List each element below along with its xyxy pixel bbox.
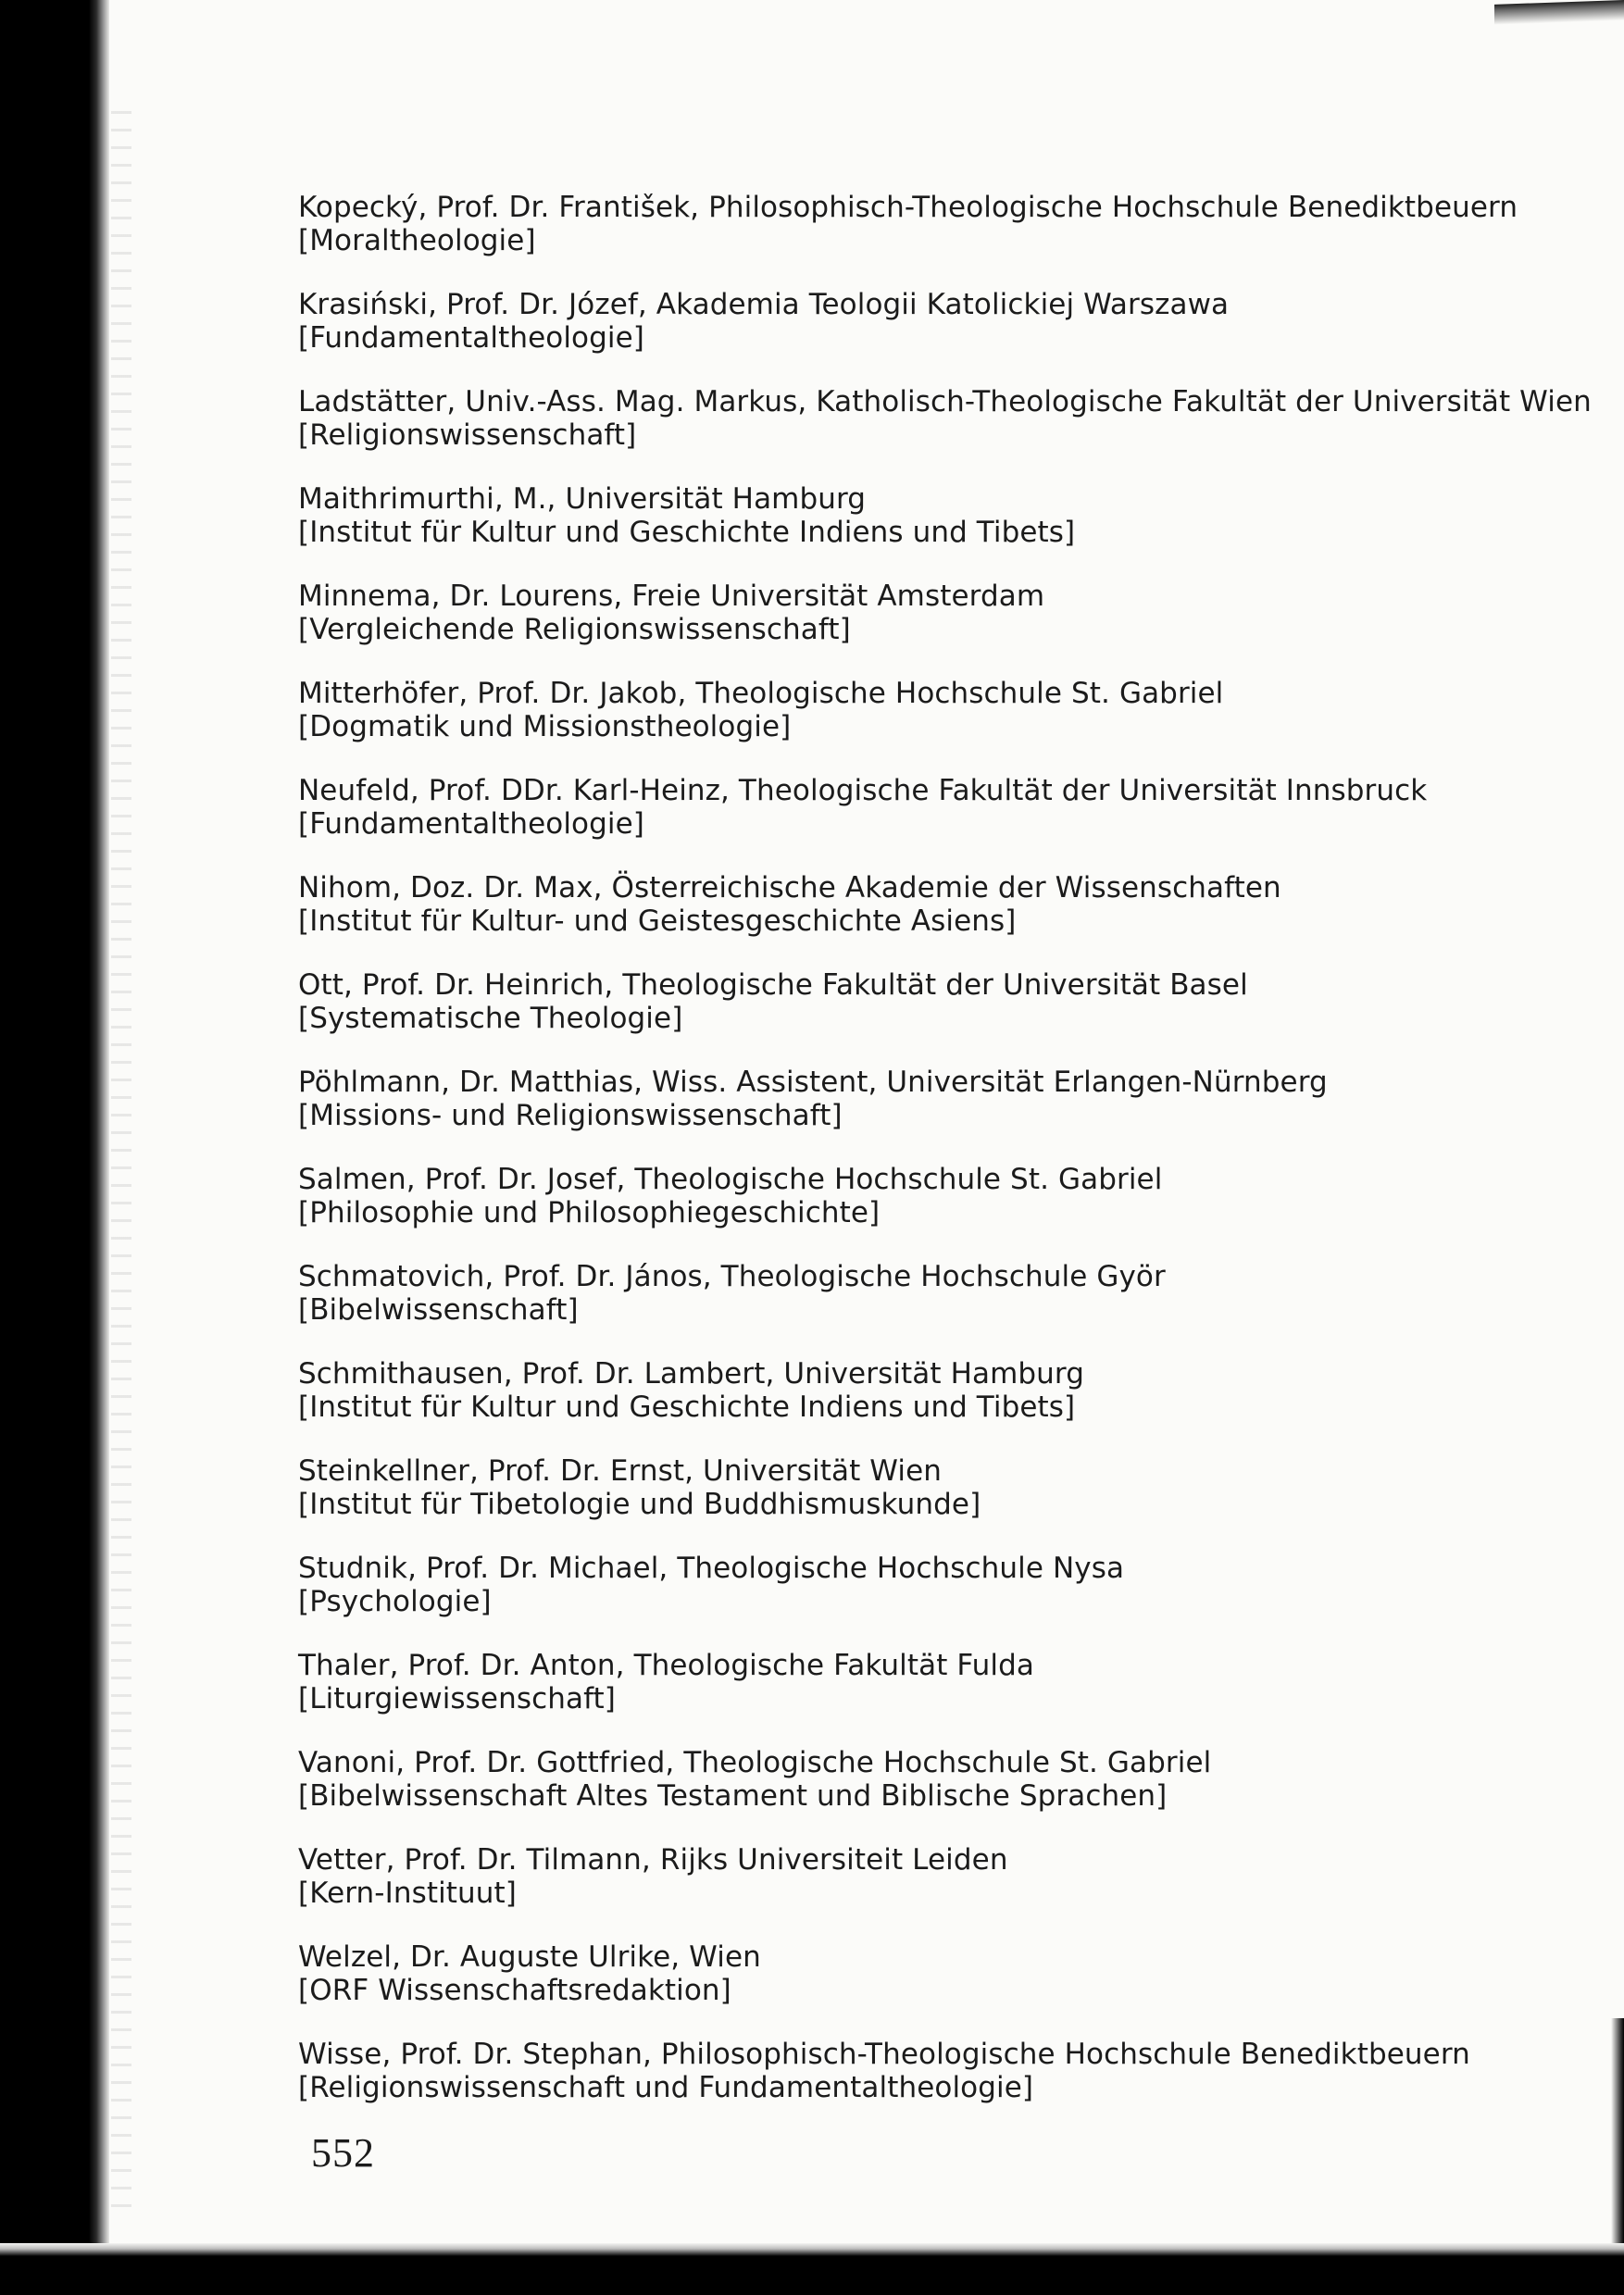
entry-field: [Liturgiewissenschaft]: [298, 1682, 616, 1715]
entry-name: Salmen, Prof. Dr. Josef, Theologische Hochschule St. Gabriel: [298, 1163, 1163, 1196]
entry-field: [Dogmatik und Missionstheologie]: [298, 710, 792, 743]
list-item: [298, 1260, 1520, 1327]
list-item: [298, 482, 1520, 549]
list-item: [298, 968, 1520, 1035]
entry-field: [Religionswissenschaft]: [298, 418, 637, 452]
entry-name: Wisse, Prof. Dr. Stephan, Philosophisch-Theologische Hochschule Benediktbeuern: [298, 2038, 1470, 2071]
entry-field: [Systematische Theologie]: [298, 1002, 683, 1035]
entry-name: Ott, Prof. Dr. Heinrich, Theologische Fakultät der Universität Basel: [298, 968, 1248, 1002]
gutter-speckle: [111, 111, 131, 2222]
entry-field: [Institut für Kultur und Geschichte Indiens und Tibets]: [298, 1391, 1076, 1424]
list-item: [298, 1163, 1520, 1229]
list-item: [298, 288, 1520, 355]
list-item: [298, 677, 1520, 743]
entry-name: Studnik, Prof. Dr. Michael, Theologische Hochschule Nysa: [298, 1552, 1125, 1585]
entry-name: Maithrimurthi, M., Universität Hamburg: [298, 482, 867, 516]
entry-field: [Bibelwissenschaft]: [298, 1293, 579, 1327]
entry-name: Neufeld, Prof. DDr. Karl-Heinz, Theologische Fakultät der Universität Innsbruck: [298, 774, 1428, 807]
list-item: [298, 1357, 1520, 1424]
entry-name: Ladstätter, Univ.-Ass. Mag. Markus, Katholisch-Theologische Fakultät der Universität Wien: [298, 385, 1592, 418]
entry-field: [Fundamentaltheologie]: [298, 321, 644, 355]
contributor-list: [298, 191, 1592, 2135]
list-item: [298, 580, 1520, 646]
entry-name: Schmithausen, Prof. Dr. Lambert, Universität Hamburg: [298, 1357, 1084, 1391]
entry-name: Vetter, Prof. Dr. Tilmann, Rijks Universiteit Leiden: [298, 1843, 1008, 1877]
entry-field: [Bibelwissenschaft Altes Testament und Biblische Sprachen]: [298, 1779, 1168, 1813]
entry-name: Krasiński, Prof. Dr. Józef, Akademia Teologii Katolickiej Warszawa: [298, 288, 1230, 321]
list-item: [298, 1649, 1520, 1715]
list-item: [298, 774, 1520, 841]
scan-bottom-shadow: [0, 2243, 1624, 2295]
entry-field: [Psychologie]: [298, 1585, 492, 1618]
list-item: [298, 385, 1592, 452]
corner-shadow: [1494, 0, 1624, 25]
entry-field: [Fundamentaltheologie]: [298, 807, 644, 841]
page-number: 552: [311, 2130, 375, 2176]
entry-name: Steinkellner, Prof. Dr. Ernst, Universität Wien: [298, 1454, 942, 1488]
list-item: [298, 191, 1520, 257]
entry-name: Schmatovich, Prof. Dr. János, Theologische Hochschule Györ: [298, 1260, 1166, 1293]
list-item: [298, 1940, 1520, 2007]
entry-name: Kopecký, Prof. Dr. František, Philosophisch-Theologische Hochschule Benediktbeuern: [298, 191, 1518, 224]
entry-field: [Institut für Kultur und Geschichte Indiens und Tibets]: [298, 516, 1076, 549]
list-item: [298, 2038, 1520, 2104]
list-item: [298, 1746, 1520, 1813]
entry-name: Mitterhöfer, Prof. Dr. Jakob, Theologische Hochschule St. Gabriel: [298, 677, 1224, 710]
entry-field: [Kern-Instituut]: [298, 1877, 517, 1910]
entry-field: [Institut für Kultur- und Geistesgeschichte Asiens]: [298, 904, 1017, 938]
entry-name: Pöhlmann, Dr. Matthias, Wiss. Assistent, Universität Erlangen-Nürnberg: [298, 1066, 1328, 1099]
list-item: [298, 1066, 1520, 1132]
entry-name: Nihom, Doz. Dr. Max, Österreichische Akademie der Wissenschaften: [298, 871, 1281, 904]
entry-field: [Missions- und Religionswissenschaft]: [298, 1099, 843, 1132]
entry-field: [ORF Wissenschaftsredaktion]: [298, 1974, 731, 2007]
entry-field: [Philosophie und Philosophiegeschichte]: [298, 1196, 881, 1229]
entry-field: [Moraltheologie]: [298, 224, 536, 257]
list-item: [298, 1454, 1520, 1521]
entry-field: [Institut für Tibetologie und Buddhismuskunde]: [298, 1488, 981, 1521]
list-item: [298, 1552, 1520, 1618]
list-item: [298, 871, 1520, 938]
entry-field: [Religionswissenschaft und Fundamentaltheologie]: [298, 2071, 1034, 2104]
entry-name: Welzel, Dr. Auguste Ulrike, Wien: [298, 1940, 761, 1974]
list-item: [298, 1843, 1520, 1910]
entry-name: Thaler, Prof. Dr. Anton, Theologische Fakultät Fulda: [298, 1649, 1035, 1682]
entry-name: Vanoni, Prof. Dr. Gottfried, Theologische Hochschule St. Gabriel: [298, 1746, 1212, 1779]
entry-field: [Vergleichende Religionswissenschaft]: [298, 613, 851, 646]
book-spine-shadow: [0, 0, 109, 2295]
entry-name: Minnema, Dr. Lourens, Freie Universität Amsterdam: [298, 580, 1045, 613]
